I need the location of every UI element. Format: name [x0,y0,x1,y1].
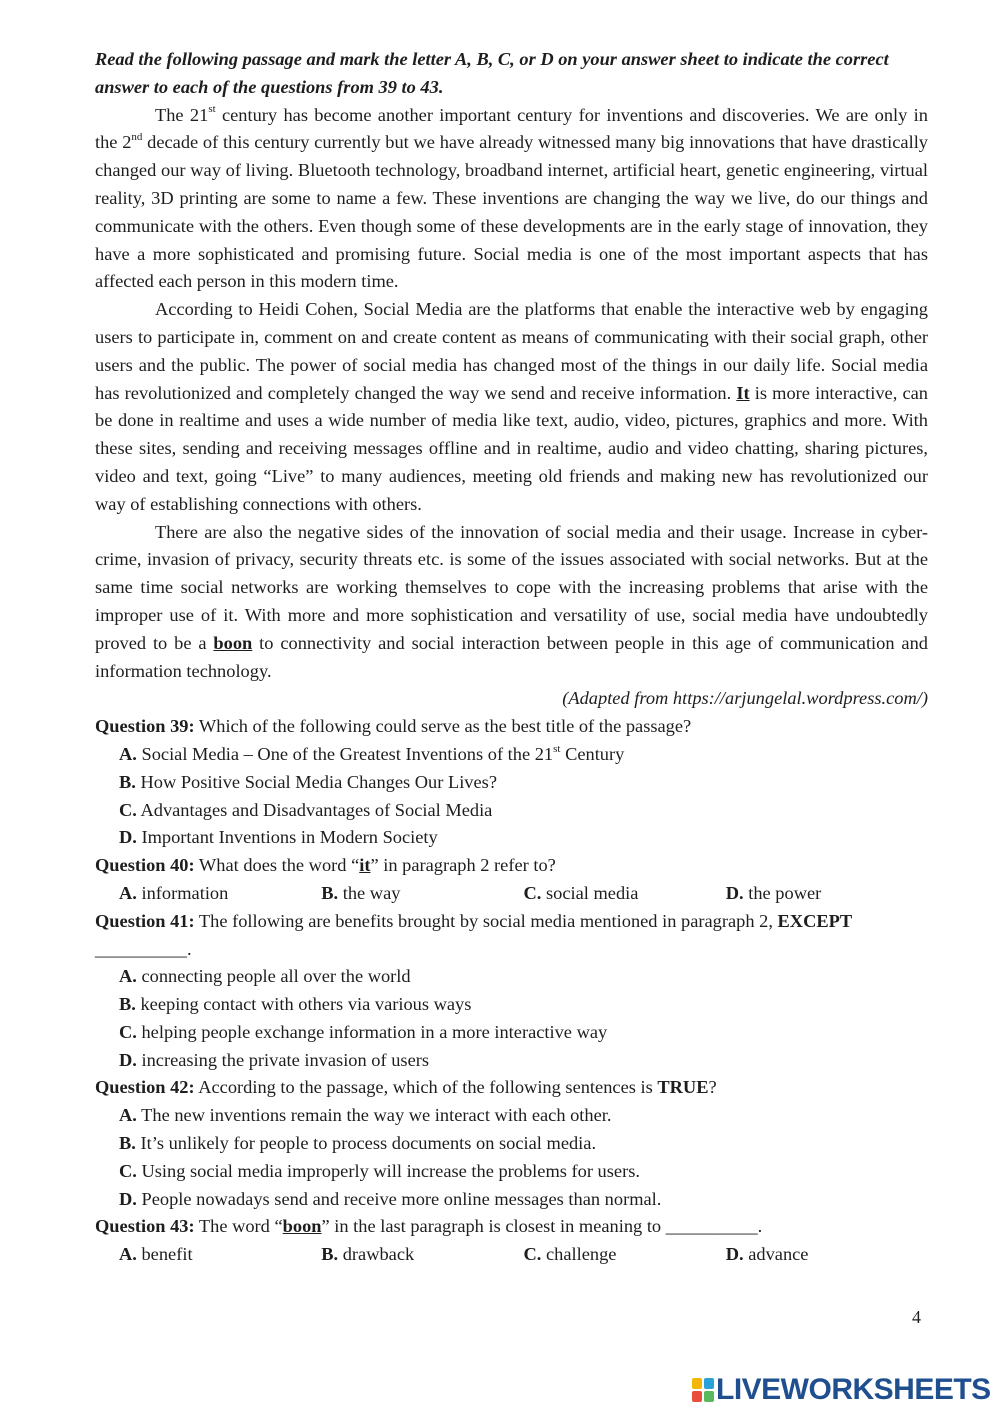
q41-option-b[interactable]: B. keeping contact with others via various ways [119,994,472,1015]
passage-paragraph-2: According to Heidi Cohen, Social Media are the platforms that enable the interactive web by engaging users to participate in, comment on and create content as means of communicating with their social graph, other users and the public. The power of social media has changed most of the things in our daily life. Social media has revolutionized and completely changed the way we send and receive information. It is more interactive, can be done in realtime and uses a wide number of media like text, audio, video, pictures, graphics and more. With these sites, sending and receiving messages offline and in realtime, audio and video chatting, sharing pictures, video and text, going “Live” to many audiences, meeting old friends and making new has revolutionized our way of establishing connections with others. [95,299,928,514]
underlined-word-it: It [736,382,750,403]
q42-option-c[interactable]: C. Using social media improperly will increase the problems for users. [119,1160,640,1181]
q40-options [95,880,928,908]
logo-square-4 [704,1391,714,1402]
q40-option-d[interactable]: D. the power [725,882,822,903]
q43-option-d[interactable]: D. advance [725,1244,809,1265]
q43-option-a[interactable]: A. benefit [119,1244,193,1265]
question-39: Question 39: Which of the following could serve as the best title of the passage? [95,716,692,737]
q41-option-c[interactable]: C. helping people exchange information in a more interactive way [119,1021,608,1042]
question-43: Question 43: The word “boon” in the last paragraph is closest in meaning to __________. [95,1216,763,1237]
q40-option-b[interactable]: B. the way [321,882,401,903]
passage-paragraph-3: There are also the negative sides of the innovation of social media and their usage. Increase in cyber-crime, invasion of privacy, security threats etc. is some of the issues associated with social networks. But at the same time social networks are working themselves to cope with the increasing problems that arise with the improper use of it. With more and more sophistication and versatility of use, social media have undoubtedly proved to be a boon to connectivity and social interaction between people in this age of communication and information technology. [95,521,928,681]
q41-option-d[interactable]: D. increasing the private invasion of users [119,1049,430,1070]
q42-option-d[interactable]: D. People nowadays send and receive more online messages than normal. [119,1188,662,1209]
passage-source: (Adapted from https://arjungelal.wordpress.com/) [562,688,928,709]
instruction: Read the following passage and mark the letter A, B, C, or D on your answer sheet to indicate the correct answer to each of the questions from 39 to 43. [95,49,889,97]
q40-option-c[interactable]: C. social media [523,882,639,903]
q43-options [95,1241,928,1269]
q42-option-a[interactable]: A. The new inventions remain the way we interact with each other. [119,1105,612,1126]
liveworksheets-logo[interactable] [692,1375,991,1405]
q39-option-d[interactable]: D. Important Inventions in Modern Society [119,827,438,848]
q41-blank: __________. [95,938,192,959]
worksheet-page [95,46,928,1269]
q39-option-b[interactable]: B. How Positive Social Media Changes Our Lives? [119,771,497,792]
logo-square-3 [692,1391,702,1402]
liveworksheets-logo-icon [692,1378,714,1402]
q42-option-b[interactable]: B. It’s unlikely for people to process documents on social media. [119,1133,597,1154]
page-number: 4 [912,1307,921,1327]
question-40: Question 40: What does the word “it” in paragraph 2 refer to? [95,855,556,876]
q43-option-b[interactable]: B. drawback [321,1244,415,1265]
logo-text: LIVEWORKSHEETS [716,1373,991,1406]
q40-option-a[interactable]: A. information [119,882,229,903]
q41-option-a[interactable]: A. connecting people all over the world [119,966,411,987]
logo-square-1 [692,1378,702,1389]
logo-square-2 [704,1378,714,1389]
q39-option-c[interactable]: C. Advantages and Disadvantages of Social Media [119,799,493,820]
question-41: Question 41: The following are benefits brought by social media mentioned in paragraph 2, EXCEPT [95,910,853,931]
q43-option-c[interactable]: C. challenge [523,1244,617,1265]
question-42: Question 42: According to the passage, which of the following sentences is TRUE? [95,1077,717,1098]
passage-paragraph-1: The 21st century has become another important century for inventions and discoveries. We are only in the 2nd decade of this century currently but we have already witnessed many big innovations that have drastically changed our way of living. Bluetooth technology, broadband internet, artificial heart, genetic engineering, virtual reality, 3D printing are some to name a few. These inventions are changing the way we live, do our things and communicate with the others. Even though some of these developments are in the early stage of innovation, they have a more sophisticated and promising future. Social media is one of the most important aspects that has affected each person in this modern time. [95,103,929,292]
underlined-word-boon: boon [213,632,253,653]
q39-option-a[interactable]: A. Social Media – One of the Greatest Inventions of the 21st Century [119,742,625,764]
